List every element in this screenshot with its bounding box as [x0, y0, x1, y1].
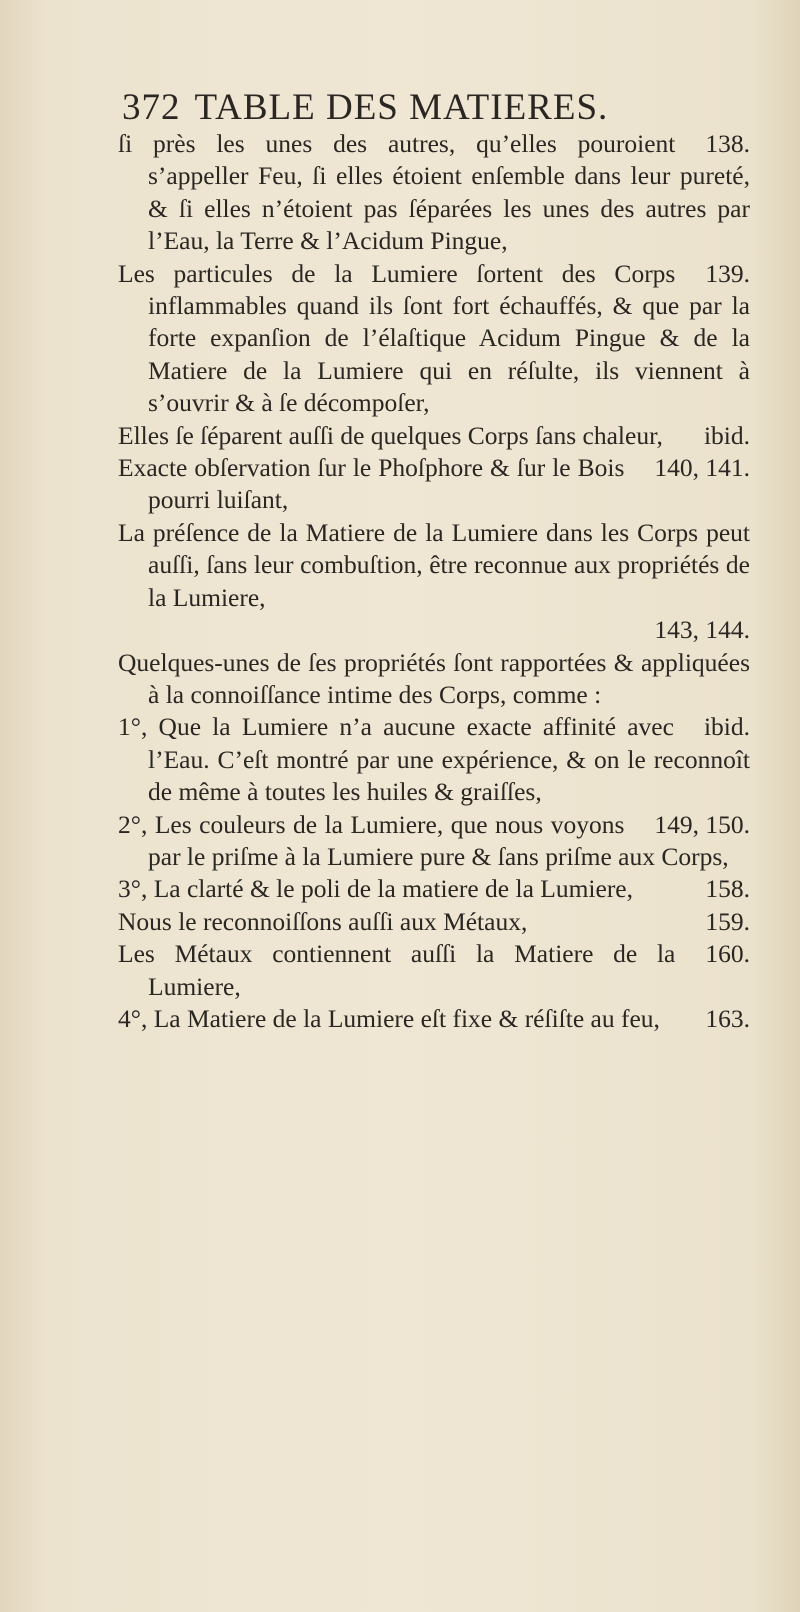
page-reference: ibid. [703, 420, 750, 450]
page-reference: 149, 150. [654, 809, 750, 839]
entry-text: La préſence de la Matiere de la Lumiere dans les Corps peut auſſi, ſans leur combuſtion, être reconnue aux propriétés de la Lumiere, [118, 517, 750, 612]
entry-text: ſi près les unes des autres, qu’elles pouroient s’appeller Feu, ſi elles étoient enſemble dans leur pureté, & ſi elles n’étoient pas ſéparées les unes des autres par l’Eau, la Terre & l’Acidum Pingue, [118, 129, 750, 256]
index-entry [118, 647, 750, 712]
index-entry [118, 873, 750, 905]
entry-text: 3°, La clarté & le poli de la matiere de la Lumiere, [118, 874, 634, 904]
entry-text: 4°, La Matiere de la Lumiere eſt fixe & réſiſte au feu, [118, 1003, 660, 1033]
page-reference: 143, 144. [654, 615, 750, 645]
index-entry [118, 809, 750, 874]
page-reference: 139. [705, 258, 750, 288]
entry-text: Quelques-unes de ſes propriétés ſont rapportées & appliquées à la connoiſſance intime des Corps, comme : [118, 647, 750, 709]
entry-text: Les Métaux contiennent auſſi la Matiere de la Lumiere, [118, 939, 676, 1001]
entry-text: 2°, Les couleurs de la Lumiere, que nous voyons par le priſme à la Lumiere pure & ſans priſme aux Corps, [118, 809, 729, 871]
page-number: 372 [122, 87, 181, 128]
entry-text: Elles ſe ſéparent auſſi de quelques Corps ſans chaleur, [118, 420, 663, 450]
page-header [122, 88, 722, 128]
index-entry [118, 452, 750, 517]
page-reference: 163. [705, 1003, 750, 1033]
index-entry [118, 258, 750, 420]
index-entry [118, 420, 750, 452]
entry-text: Les particules de la Lumiere ſortent des Corps inflammables quand ils ſont fort échauffés, & que par la forte expanſion de l’élaſtique Acidum Pingue & de la Matiere de la Lumiere qui en réſulte, ils viennent à s’ouvrir & à ſe décompoſer, [118, 258, 750, 418]
page-title: TABLE DES MATIERES. [194, 87, 609, 128]
index-entry [118, 128, 750, 258]
entry-text: Exacte obſervation ſur le Phoſphore & ſur le Bois pourri luiſant, [118, 453, 625, 515]
index-entry [118, 906, 750, 938]
entry-text: 1°, Que la Lumiere n’a aucune exacte affinité avec l’Eau. C’eſt montré par une expérience, & on le reconnoît de même à toutes les huiles & graiſſes, [118, 712, 750, 807]
index-entry [118, 1003, 750, 1035]
page-reference: 138. [705, 129, 750, 158]
page-reference: 158. [705, 874, 750, 904]
index-entry [118, 711, 750, 808]
entry-text: Nous le reconnoiſſons auſſi aux Métaux, [118, 906, 528, 936]
index-entry [118, 517, 750, 647]
page-reference: ibid. [703, 712, 750, 742]
page-reference: 140, 141. [654, 453, 750, 483]
page-reference: 160. [705, 939, 750, 969]
page-reference: 159. [705, 906, 750, 936]
index-text [118, 128, 750, 1035]
index-entry [118, 938, 750, 1003]
